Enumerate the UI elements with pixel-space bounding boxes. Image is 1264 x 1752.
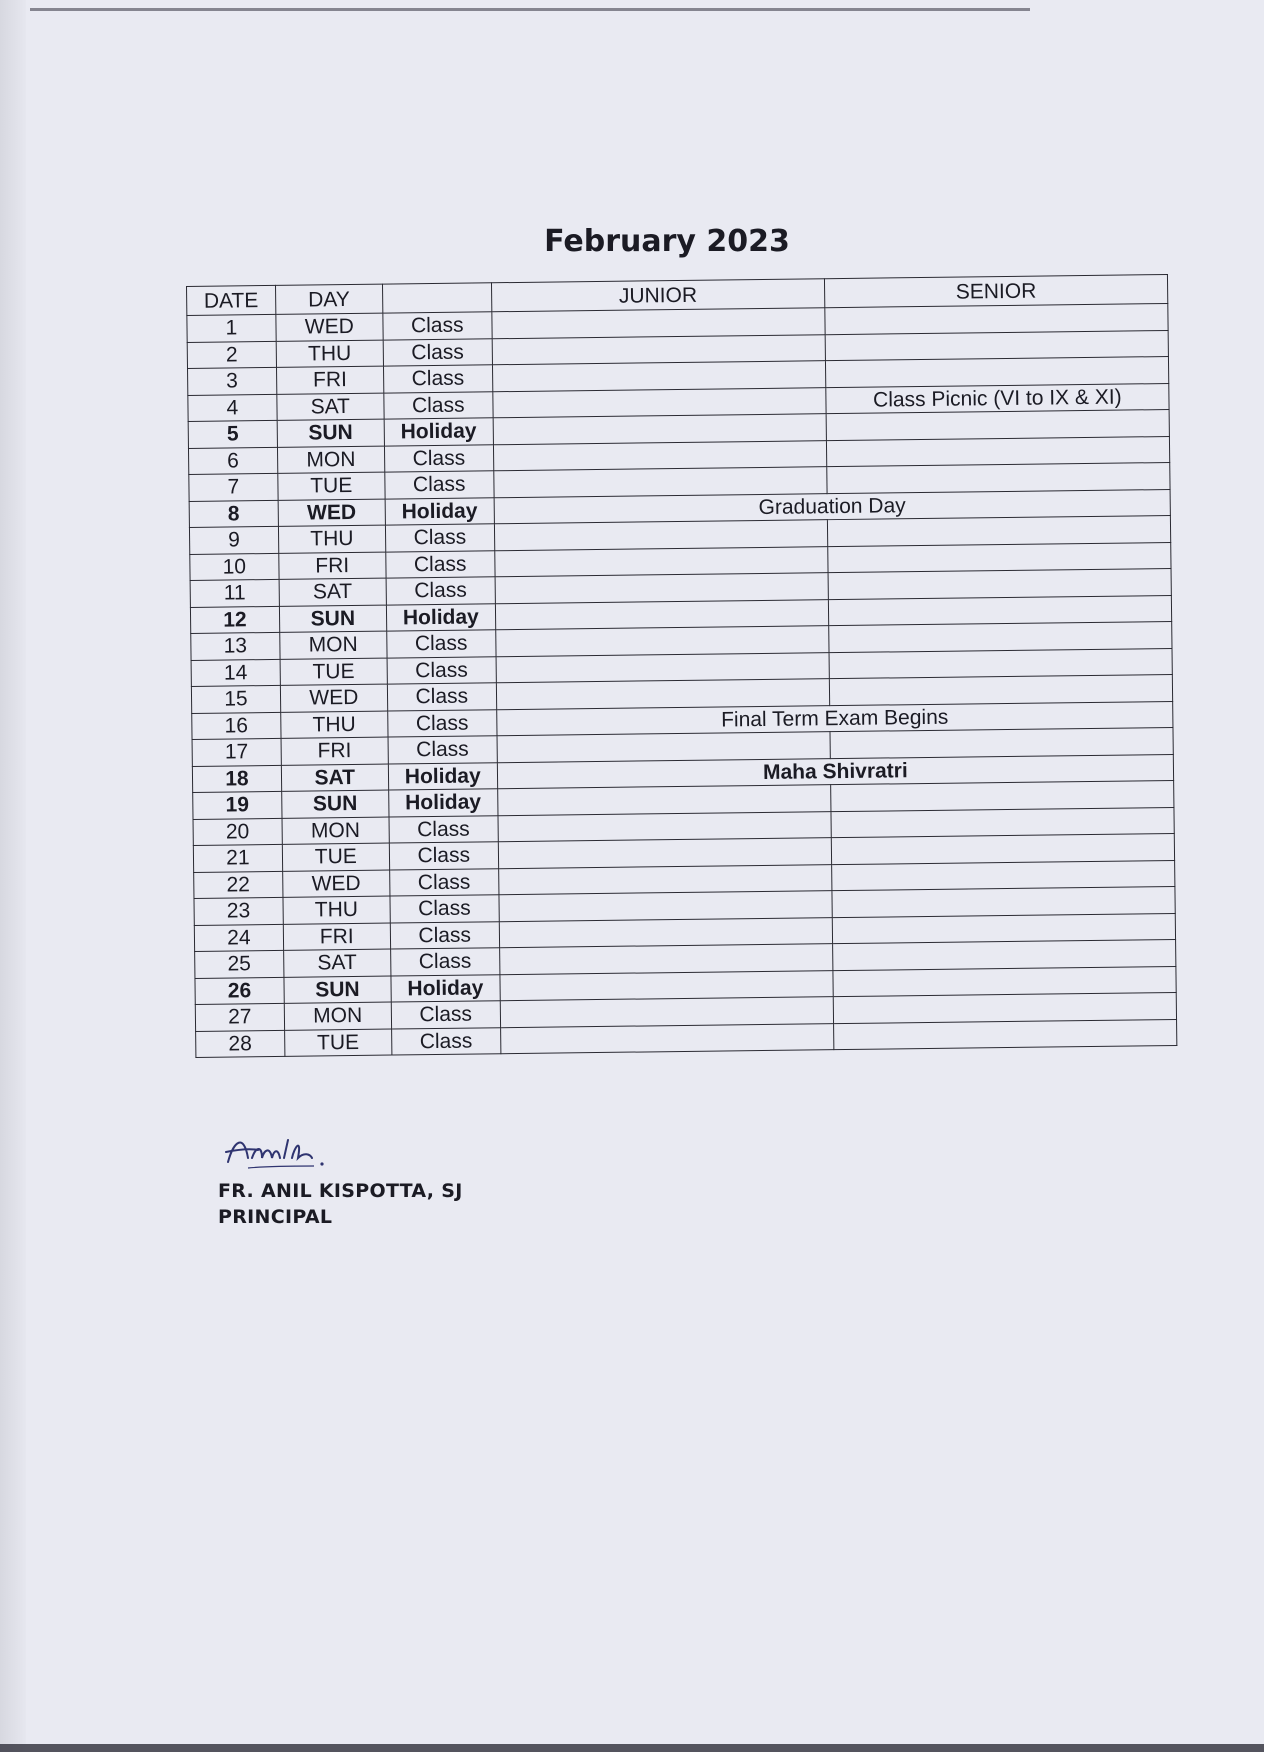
senior-cell bbox=[832, 939, 1175, 970]
junior-cell bbox=[497, 785, 830, 816]
row-day: SUN bbox=[279, 605, 386, 633]
senior-cell bbox=[826, 436, 1169, 467]
row-day: FRI bbox=[276, 366, 383, 394]
row-type: Class bbox=[385, 471, 494, 499]
row-date: 21 bbox=[193, 844, 282, 872]
row-day: WED bbox=[278, 499, 385, 527]
row-type: Holiday bbox=[384, 418, 493, 446]
junior-cell bbox=[496, 652, 829, 683]
junior-cell bbox=[493, 387, 826, 418]
row-date: 6 bbox=[188, 447, 277, 475]
junior-cell bbox=[492, 361, 825, 392]
row-day: FRI bbox=[279, 552, 386, 580]
row-day: SAT bbox=[281, 764, 388, 792]
row-date: 26 bbox=[195, 977, 284, 1005]
senior-cell bbox=[827, 515, 1170, 546]
row-type: Class bbox=[387, 656, 496, 684]
row-day: TUE bbox=[284, 1029, 391, 1057]
event-graduation-day: Graduation Day bbox=[494, 489, 1170, 524]
signatory-role: PRINCIPAL bbox=[218, 1206, 333, 1228]
row-type: Class bbox=[383, 312, 492, 340]
row-type: Class bbox=[389, 815, 498, 843]
row-type: Class bbox=[391, 1001, 500, 1029]
junior-cell bbox=[500, 970, 833, 1001]
row-date: 10 bbox=[190, 553, 279, 581]
event-maha-shivratri: Maha Shivratri bbox=[497, 754, 1173, 789]
senior-cell bbox=[829, 648, 1172, 679]
senior-cell bbox=[832, 886, 1175, 917]
senior-cell bbox=[827, 462, 1170, 493]
row-day: THU bbox=[278, 525, 385, 553]
row-type: Class bbox=[390, 948, 499, 976]
row-date: 15 bbox=[191, 685, 280, 713]
header-junior: JUNIOR bbox=[491, 279, 824, 312]
calendar-body bbox=[187, 304, 1177, 1058]
senior-cell bbox=[833, 1019, 1176, 1050]
event-class-picnic: Class Picnic (VI to IX & XI) bbox=[826, 383, 1169, 414]
row-date: 8 bbox=[189, 500, 278, 528]
senior-cell bbox=[832, 913, 1175, 944]
senior-cell bbox=[825, 330, 1168, 361]
row-date: 9 bbox=[189, 526, 278, 554]
row-day: SAT bbox=[277, 393, 384, 421]
row-date: 28 bbox=[196, 1030, 285, 1058]
row-date: 2 bbox=[187, 341, 276, 369]
row-date: 4 bbox=[188, 394, 277, 422]
row-type: Class bbox=[389, 868, 498, 896]
junior-cell bbox=[498, 838, 831, 869]
senior-cell bbox=[833, 992, 1176, 1023]
row-date: 13 bbox=[191, 632, 280, 660]
row-type: Class bbox=[384, 444, 493, 472]
page-title: February 2023 bbox=[544, 224, 790, 259]
row-day: MON bbox=[280, 631, 387, 659]
row-day: SUN bbox=[281, 790, 388, 818]
senior-cell bbox=[831, 860, 1174, 891]
senior-cell bbox=[831, 833, 1174, 864]
row-day: TUE bbox=[278, 472, 385, 500]
row-type: Class bbox=[391, 1027, 500, 1055]
row-type: Class bbox=[387, 709, 496, 737]
row-date: 11 bbox=[190, 579, 279, 607]
junior-cell bbox=[498, 864, 831, 895]
row-date: 7 bbox=[189, 473, 278, 501]
row-date: 16 bbox=[192, 712, 281, 740]
event-final-term-exam: Final Term Exam Begins bbox=[496, 701, 1172, 736]
row-date: 25 bbox=[195, 950, 284, 978]
row-day: SAT bbox=[283, 949, 390, 977]
junior-cell bbox=[498, 811, 831, 842]
scan-edge-left bbox=[0, 0, 26, 1752]
row-date: 12 bbox=[190, 606, 279, 634]
row-type: Class bbox=[390, 895, 499, 923]
row-date: 5 bbox=[188, 420, 277, 448]
junior-cell bbox=[499, 917, 832, 948]
junior-cell bbox=[494, 520, 827, 551]
row-day: MON bbox=[284, 1002, 391, 1030]
senior-cell bbox=[831, 807, 1174, 838]
junior-cell bbox=[500, 997, 833, 1028]
senior-cell bbox=[833, 966, 1176, 997]
row-date: 27 bbox=[195, 1003, 284, 1031]
row-day: SUN bbox=[277, 419, 384, 447]
signature-block bbox=[218, 1128, 463, 1228]
senior-cell bbox=[829, 621, 1172, 652]
row-date: 20 bbox=[193, 818, 282, 846]
row-type: Holiday bbox=[391, 974, 500, 1002]
junior-cell bbox=[500, 1023, 833, 1054]
senior-cell bbox=[825, 357, 1168, 388]
row-day: WED bbox=[276, 313, 383, 341]
row-type: Class bbox=[383, 365, 492, 393]
row-day: THU bbox=[283, 896, 390, 924]
senior-cell bbox=[830, 780, 1173, 811]
junior-cell bbox=[495, 599, 828, 630]
row-type: Class bbox=[386, 577, 495, 605]
senior-cell bbox=[828, 595, 1171, 626]
row-date: 19 bbox=[193, 791, 282, 819]
junior-cell bbox=[492, 334, 825, 365]
row-type: Holiday bbox=[388, 762, 497, 790]
scan-edge-bottom bbox=[0, 1744, 1264, 1752]
row-day: MON bbox=[282, 817, 389, 845]
junior-cell bbox=[499, 944, 832, 975]
row-date: 1 bbox=[187, 314, 276, 342]
row-date: 23 bbox=[194, 897, 283, 925]
header-senior: SENIOR bbox=[824, 275, 1168, 308]
row-date: 18 bbox=[192, 765, 281, 793]
header-day: DAY bbox=[275, 284, 382, 314]
junior-cell bbox=[495, 546, 828, 577]
row-day: TUE bbox=[280, 658, 387, 686]
signatory-name: FR. ANIL KISPOTTA, SJ bbox=[218, 1180, 463, 1202]
row-type: Class bbox=[387, 683, 496, 711]
junior-cell bbox=[493, 414, 826, 445]
junior-cell bbox=[497, 732, 830, 763]
calendar-table bbox=[186, 274, 1177, 1058]
row-type: Holiday bbox=[385, 497, 494, 525]
calendar-wrapper bbox=[186, 274, 1177, 1058]
junior-cell bbox=[492, 308, 825, 339]
row-date: 24 bbox=[194, 924, 283, 952]
header-date: DATE bbox=[187, 285, 276, 315]
row-day: THU bbox=[276, 340, 383, 368]
row-day: THU bbox=[281, 711, 388, 739]
junior-cell bbox=[494, 467, 827, 498]
row-date: 17 bbox=[192, 738, 281, 766]
junior-cell bbox=[496, 626, 829, 657]
row-type: Class bbox=[383, 338, 492, 366]
senior-cell bbox=[828, 568, 1171, 599]
row-type: Class bbox=[390, 921, 499, 949]
senior-cell bbox=[830, 727, 1173, 758]
header-type bbox=[382, 283, 491, 313]
row-type: Class bbox=[384, 391, 493, 419]
row-type: Class bbox=[387, 630, 496, 658]
row-type: Holiday bbox=[386, 603, 495, 631]
senior-cell bbox=[826, 409, 1169, 440]
scan-edge-top bbox=[30, 8, 1030, 11]
senior-cell bbox=[829, 674, 1172, 705]
row-type: Class bbox=[388, 736, 497, 764]
row-day: SAT bbox=[279, 578, 386, 606]
row-day: TUE bbox=[282, 843, 389, 871]
signature bbox=[218, 1128, 348, 1176]
row-day: FRI bbox=[281, 737, 388, 765]
junior-cell bbox=[495, 573, 828, 604]
row-day: WED bbox=[280, 684, 387, 712]
row-day: WED bbox=[282, 870, 389, 898]
row-type: Class bbox=[385, 524, 494, 552]
row-day: MON bbox=[277, 446, 384, 474]
senior-cell bbox=[825, 304, 1168, 335]
junior-cell bbox=[496, 679, 829, 710]
row-day: SUN bbox=[284, 976, 391, 1004]
row-type: Class bbox=[389, 842, 498, 870]
row-type: Holiday bbox=[388, 789, 497, 817]
senior-cell bbox=[828, 542, 1171, 573]
row-date: 3 bbox=[188, 367, 277, 395]
row-date: 14 bbox=[191, 659, 280, 687]
row-date: 22 bbox=[194, 871, 283, 899]
row-type: Class bbox=[386, 550, 495, 578]
junior-cell bbox=[493, 440, 826, 471]
row-day: FRI bbox=[283, 923, 390, 951]
junior-cell bbox=[499, 891, 832, 922]
